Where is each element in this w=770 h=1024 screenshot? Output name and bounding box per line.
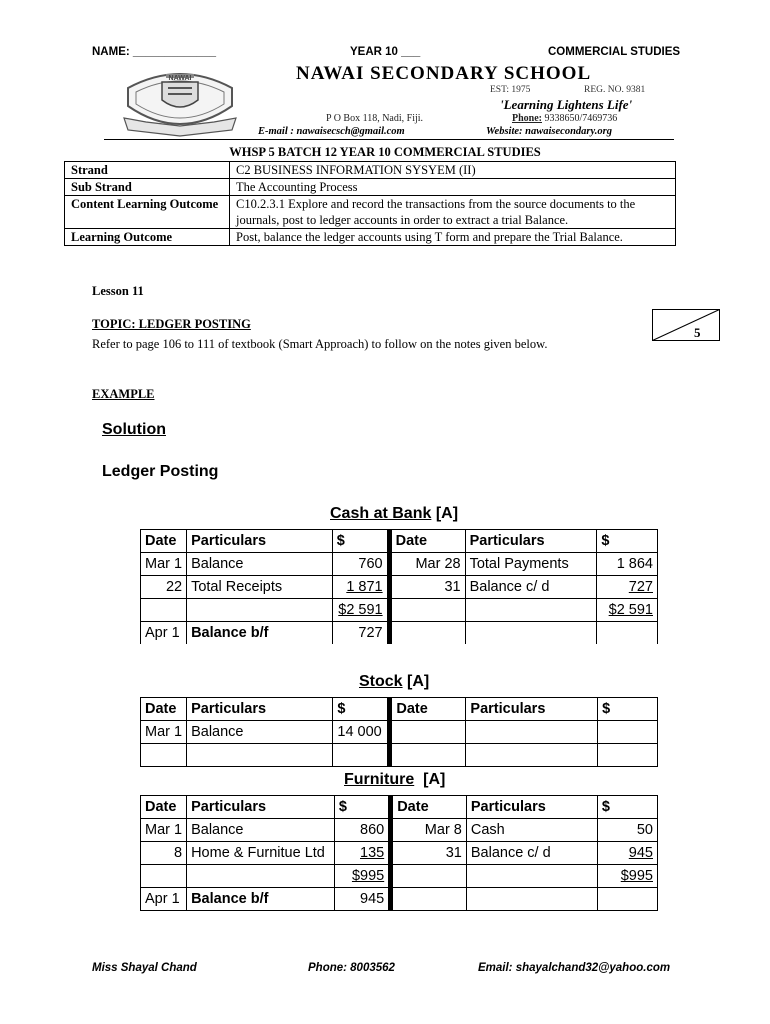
cr-date: 31	[389, 576, 465, 599]
cr-particulars	[466, 744, 598, 767]
dr-particulars: Balance	[187, 819, 335, 842]
col-amount: $	[332, 530, 389, 553]
dr-particulars	[187, 599, 333, 622]
cr-amount: 1 864	[597, 553, 658, 576]
cr-total: $995	[597, 865, 657, 888]
dr-date: Apr 1	[141, 622, 187, 645]
stock-ledger	[140, 697, 658, 767]
furniture-title: Furniture [A]	[344, 771, 446, 788]
dr-amount: 727	[332, 622, 389, 645]
solution-heading: Solution	[102, 421, 166, 438]
cr-particulars: Cash	[466, 819, 597, 842]
registration-number: REG. NO. 9381	[584, 85, 646, 95]
col-amount: $	[333, 698, 390, 721]
col-amount: $	[598, 698, 658, 721]
dr-date: 22	[141, 576, 187, 599]
dr-particulars: Home & Furnitue Ltd	[187, 842, 335, 865]
dr-amount: 760	[332, 553, 389, 576]
cr-date: Mar 28	[389, 553, 465, 576]
worksheet-title: WHSP 5 BATCH 12 YEAR 10 COMMERCIAL STUDIES	[229, 145, 541, 159]
school-motto: 'Learning Lightens Life'	[500, 97, 633, 112]
col-particulars: Particulars	[187, 530, 333, 553]
name-field-label: NAME: _____________	[92, 46, 217, 58]
stock-title: Stock [A]	[359, 673, 430, 690]
info-row	[65, 229, 676, 246]
ledger-row	[141, 721, 658, 744]
reference-note: Refer to page 106 to 111 of textbook (Smart Approach) to follow on the notes given below.	[92, 337, 548, 351]
curriculum-info-table	[64, 161, 676, 246]
lesson-number: Lesson 11	[92, 284, 144, 298]
dr-particulars: Balance b/f	[187, 622, 333, 645]
cr-date	[389, 622, 465, 645]
ledger-header-row	[141, 530, 658, 553]
school-phone: Phone: 9338650/7469736	[512, 113, 618, 124]
established-year: EST: 1975	[490, 85, 531, 95]
info-value: Post, balance the ledger accounts using T form and prepare the Trial Balance.	[230, 229, 676, 246]
footer-phone: Phone: 8003562	[308, 962, 395, 974]
footer-teacher: Miss Shayal Chand	[92, 962, 197, 974]
info-label: Sub Strand	[65, 179, 230, 196]
ledger-total-row	[141, 599, 658, 622]
cr-amount	[597, 622, 658, 645]
dr-date: Apr 1	[141, 888, 187, 911]
dr-amount	[333, 744, 390, 767]
info-value: C10.2.3.1 Explore and record the transactions from the source documents to the journals, post to ledger accounts in order to extract a trial Balance.	[230, 196, 676, 229]
cr-particulars	[466, 888, 597, 911]
dr-particulars: Balance	[187, 721, 333, 744]
dr-amount: 14 000	[333, 721, 390, 744]
ledger-header-row	[141, 796, 658, 819]
example-heading: EXAMPLE	[92, 387, 155, 401]
info-value: C2 BUSINESS INFORMATION SYSYEM (II)	[230, 162, 676, 179]
col-date: Date	[390, 698, 466, 721]
dr-date	[141, 599, 187, 622]
furniture-ledger	[140, 795, 658, 911]
ledger-row	[141, 576, 658, 599]
col-date: Date	[141, 796, 187, 819]
cr-amount	[598, 721, 658, 744]
dr-particulars: Total Receipts	[187, 576, 333, 599]
info-row	[65, 196, 676, 229]
cr-date	[391, 865, 467, 888]
ledger-posting-heading: Ledger Posting	[102, 463, 219, 480]
col-date: Date	[389, 530, 465, 553]
cr-particulars	[465, 622, 597, 645]
footer-email: Email: shayalchand32@yahoo.com	[478, 962, 671, 974]
ledger-header-row	[141, 698, 658, 721]
dr-total: $2 591	[332, 599, 389, 622]
col-date: Date	[141, 530, 187, 553]
dr-date	[141, 865, 187, 888]
col-particulars: Particulars	[187, 698, 333, 721]
dr-particulars	[187, 865, 335, 888]
dr-amount: 135	[334, 842, 390, 865]
cr-particulars: Balance c/ d	[466, 842, 597, 865]
cr-amount: 50	[597, 819, 657, 842]
info-label: Strand	[65, 162, 230, 179]
score-box	[652, 309, 720, 341]
col-particulars: Particulars	[466, 796, 597, 819]
cr-particulars	[465, 599, 597, 622]
topic-heading: TOPIC: LEDGER POSTING	[92, 317, 251, 331]
cr-total: $2 591	[597, 599, 658, 622]
ledger-row	[141, 888, 658, 911]
dr-amount: 1 871	[332, 576, 389, 599]
ledger-row	[141, 553, 658, 576]
col-particulars: Particulars	[465, 530, 597, 553]
info-row	[65, 162, 676, 179]
col-date: Date	[391, 796, 467, 819]
dr-total: $995	[334, 865, 390, 888]
school-crest-logo	[120, 66, 240, 140]
col-particulars: Particulars	[466, 698, 598, 721]
info-row	[65, 179, 676, 196]
header-divider	[104, 139, 674, 140]
svg-text:NAWAI: NAWAI	[168, 75, 192, 82]
dr-date: Mar 1	[141, 721, 187, 744]
info-label: Content Learning Outcome	[65, 196, 230, 229]
dr-date: Mar 1	[141, 553, 187, 576]
info-value: The Accounting Process	[230, 179, 676, 196]
cr-date: Mar 8	[391, 819, 467, 842]
cr-particulars: Balance c/ d	[465, 576, 597, 599]
school-name: NAWAI SECONDARY SCHOOL	[296, 63, 592, 84]
cr-amount	[598, 744, 658, 767]
cash-at-bank-title: Cash at Bank [A]	[330, 505, 459, 522]
cr-date: 31	[391, 842, 467, 865]
school-website: Website: nawaisecondary.org	[486, 126, 612, 137]
ledger-row	[141, 744, 658, 767]
cr-amount: 945	[597, 842, 657, 865]
year-field-label: YEAR 10 ___	[350, 46, 421, 58]
cash-at-bank-ledger	[140, 529, 658, 644]
cr-date	[391, 888, 467, 911]
ledger-row	[141, 842, 658, 865]
dr-date	[141, 744, 187, 767]
col-amount: $	[597, 796, 657, 819]
dr-date: Mar 1	[141, 819, 187, 842]
cr-date	[390, 721, 466, 744]
dr-particulars: Balance b/f	[187, 888, 335, 911]
dr-date: 8	[141, 842, 187, 865]
cr-date	[390, 744, 466, 767]
ledger-total-row	[141, 865, 658, 888]
cr-amount: 727	[597, 576, 658, 599]
school-email: E-mail : nawaisecsch@gmail.com	[258, 126, 405, 137]
dr-amount: 945	[334, 888, 390, 911]
col-particulars: Particulars	[187, 796, 335, 819]
dr-amount: 860	[334, 819, 390, 842]
dr-particulars	[187, 744, 333, 767]
col-amount: $	[334, 796, 390, 819]
cr-particulars: Total Payments	[465, 553, 597, 576]
col-amount: $	[597, 530, 658, 553]
cr-amount	[597, 888, 657, 911]
cr-particulars	[466, 865, 597, 888]
ledger-row	[141, 819, 658, 842]
dr-particulars: Balance	[187, 553, 333, 576]
postal-address: P O Box 118, Nadi, Fiji.	[326, 113, 424, 124]
col-date: Date	[141, 698, 187, 721]
cr-date	[389, 599, 465, 622]
score-total: 5	[694, 325, 701, 340]
ledger-row	[141, 622, 658, 645]
info-label: Learning Outcome	[65, 229, 230, 246]
subject-label: COMMERCIAL STUDIES	[548, 46, 681, 58]
cr-particulars	[466, 721, 598, 744]
